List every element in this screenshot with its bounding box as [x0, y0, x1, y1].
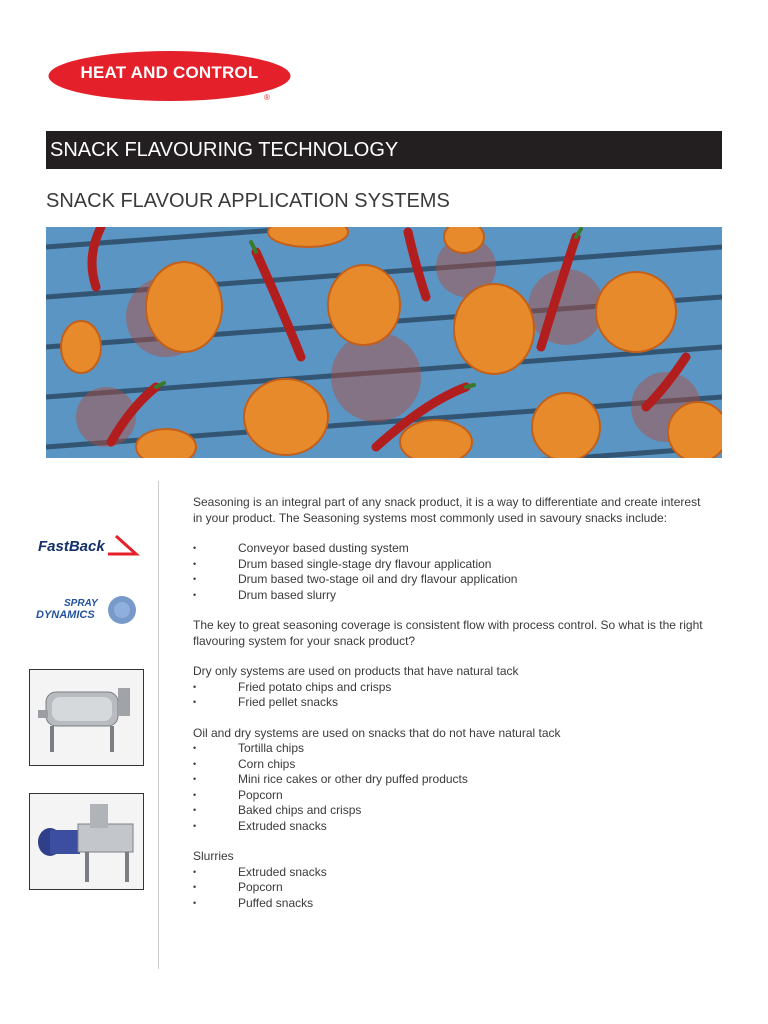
list-item: • Extruded snacks	[193, 865, 713, 881]
spray-logo-line1: SPRAY	[64, 598, 98, 609]
list-item: • Drum based slurry	[193, 588, 713, 604]
list-item: • Popcorn	[193, 788, 713, 804]
list-item: • Drum based two-stage oil and dry flavour application	[193, 572, 713, 588]
list-item: • Conveyor based dusting system	[193, 541, 713, 557]
chips-and-peppers-image	[46, 227, 722, 458]
slurries-list	[193, 865, 713, 912]
section-band	[46, 131, 722, 169]
list-item: • Puffed snacks	[193, 896, 713, 912]
hero-image	[46, 227, 722, 458]
list-item: • Drum based single-stage dry flavour application	[193, 557, 713, 573]
band-title: SNACK FLAVOURING TECHNOLOGY	[50, 139, 399, 161]
list-item: • Fried potato chips and crisps	[193, 680, 713, 696]
systems-list	[193, 541, 713, 603]
drum-seasoning-machine-photo	[29, 669, 144, 766]
oil-list	[193, 741, 713, 834]
intro-paragraph: Seasoning is an integral part of any snack product, it is a way to differentiate and create interest in your product. The Seasoning systems most commonly used in savoury snacks include:	[193, 495, 701, 525]
list-item: • Tortilla chips	[193, 741, 713, 757]
tumble-drum-machine-photo	[29, 793, 144, 890]
spray-logo-line2: DYNAMICS	[36, 609, 95, 621]
registered-mark: ®	[264, 93, 270, 102]
logo-text: HEAT AND CONTROL	[80, 63, 259, 82]
content-column	[193, 495, 713, 926]
list-item: • Baked chips and crisps	[193, 803, 713, 819]
list-item: • Popcorn	[193, 880, 713, 896]
list-item: • Corn chips	[193, 757, 713, 773]
key-paragraph: The key to great seasoning coverage is consistent flow with process control. So what is the right flavouring system for your snack product?	[193, 618, 703, 648]
dry-heading: Dry only systems are used on products that have natural tack	[193, 664, 519, 678]
spray-dynamics-logo	[36, 590, 140, 630]
list-item: • Extruded snacks	[193, 819, 713, 835]
dry-list	[193, 680, 713, 711]
list-item: • Fried pellet snacks	[193, 695, 713, 711]
page-subtitle: SNACK FLAVOUR APPLICATION SYSTEMS	[46, 190, 450, 212]
fastback-logo-text: FastBack	[38, 538, 105, 555]
fastback-logo	[38, 532, 140, 560]
column-divider	[158, 481, 159, 969]
heat-and-control-logo	[47, 50, 292, 102]
slurries-heading: Slurries	[193, 849, 234, 863]
list-item: • Mini rice cakes or other dry puffed products	[193, 772, 713, 788]
oil-heading: Oil and dry systems are used on snacks that do not have natural tack	[193, 725, 561, 740]
